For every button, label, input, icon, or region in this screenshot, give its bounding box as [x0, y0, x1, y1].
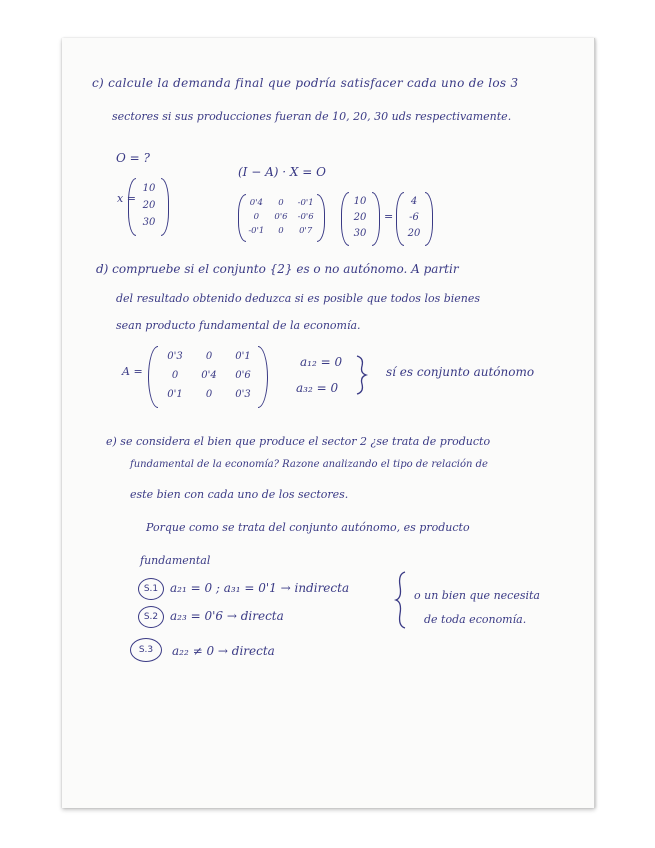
matrix-cell: 0: [278, 225, 284, 236]
a-label: A =: [122, 365, 143, 378]
note-line-1: o un bien que necesita: [414, 589, 540, 602]
part-d-line-1: d) compruebe si el conjunto {2} es o no autónomo. A partir: [96, 262, 459, 276]
matrix-cell: 0'7: [299, 225, 313, 236]
sector-2-relation: a₂₃ = 0'6 → directa: [170, 609, 284, 623]
a32-condition: a₃₂ = 0: [296, 381, 339, 395]
matrix-cell: 0: [278, 197, 284, 208]
o-unknown: O = ?: [116, 151, 150, 165]
matrix-cell: 0: [205, 388, 213, 400]
answer-line-2: fundamental: [140, 554, 211, 567]
matrix-cell: 0'6: [274, 211, 288, 222]
matrix-cell: 0'6: [235, 369, 251, 381]
matrix-cell: 0'3: [235, 388, 251, 400]
vector-entry: 30: [353, 228, 367, 239]
matrix-cell: 0'1: [235, 351, 251, 363]
x-label: x =: [117, 192, 136, 205]
equals-sign: =: [384, 210, 394, 223]
matrix-cell: 0'4: [201, 369, 217, 381]
matrix-cell: -0'1: [297, 197, 314, 208]
matrix-cell: 0'3: [167, 351, 183, 363]
sector-1-relation: a₂₁ = 0 ; a₃₁ = 0'1 → indirecta: [170, 581, 350, 595]
part-d-line-3: sean producto fundamental de la economía.: [116, 319, 361, 332]
matrix-cell: 0: [205, 351, 213, 363]
matrix-cell: 0: [171, 369, 179, 381]
part-e-line-3: este bien con cada uno de los sectores.: [130, 488, 349, 501]
matrix-cell: 0'4: [249, 197, 263, 208]
sector-3-circle: S.3: [130, 638, 162, 662]
x-vector-entry: 20: [142, 199, 156, 211]
part-e-line-1: e) se considera el bien que produce el sector 2 ¿se trata de producto: [106, 435, 491, 448]
a12-condition: a₁₂ = 0: [300, 355, 343, 369]
answer-line-1: Porque como se trata del conjunto autónomo, es producto: [146, 521, 470, 534]
part-e-line-2: fundamental de la economía? Razone analizando el tipo de relación de: [130, 459, 488, 470]
part-c-line-1: c) calcule la demanda final que podría satisfacer cada uno de los 3: [92, 76, 519, 90]
vector-entry: -6: [409, 212, 419, 223]
vector-entry: 10: [353, 196, 367, 207]
part-d-line-2: del resultado obtenido deduzca si es posible que todos los bienes: [116, 292, 481, 305]
x-vector-entry: 10: [142, 182, 156, 194]
note-line-2: de toda economía.: [424, 613, 527, 626]
vector-entry: 20: [353, 212, 367, 223]
sector-1-circle: S.1: [138, 578, 164, 600]
matrix-cell: 0'1: [167, 388, 183, 400]
x-vector-entry: 30: [142, 217, 156, 229]
vector-entry: 4: [410, 196, 418, 207]
matrix-cell: -0'1: [248, 225, 265, 236]
matrix-cell: -0'6: [297, 211, 314, 222]
sector-3-relation: a₂₂ ≠ 0 → directa: [172, 644, 275, 658]
vector-entry: 20: [407, 228, 421, 239]
leontief-equation: (I − A) · X = O: [238, 165, 326, 179]
sector-2-circle: S.2: [138, 606, 164, 628]
autonomous-conclusion: sí es conjunto autónomo: [386, 365, 535, 379]
matrix-cell: 0: [253, 211, 260, 222]
part-c-line-2: sectores si sus producciones fueran de 10, 20, 30 uds respectivamente.: [112, 110, 512, 123]
